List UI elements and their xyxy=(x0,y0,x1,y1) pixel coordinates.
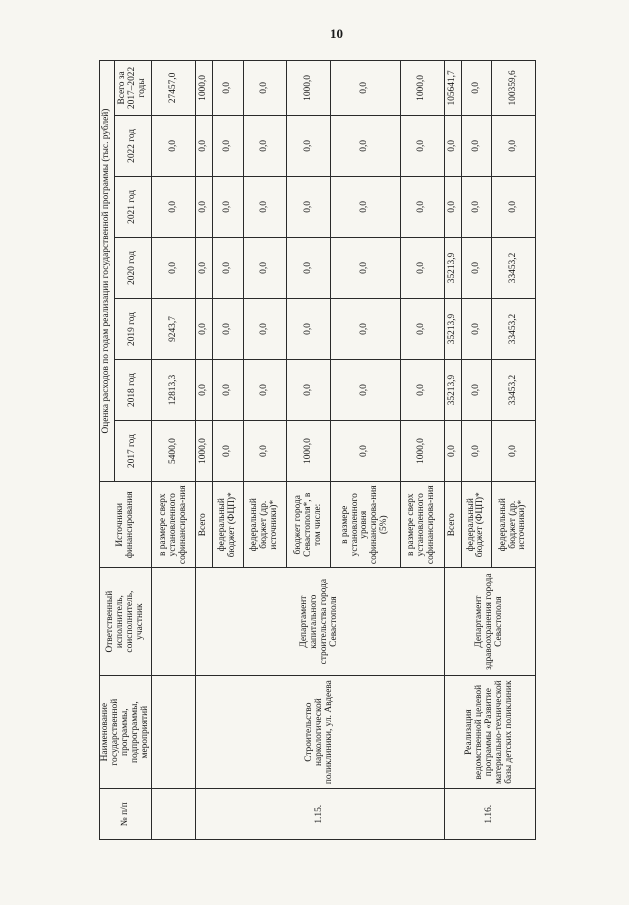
source-cell: Всего xyxy=(444,482,461,568)
value-cell: 0,0 xyxy=(243,360,287,421)
value-cell: 0,0 xyxy=(287,360,331,421)
item-number: 1.15. xyxy=(196,789,445,840)
rotated-table-container xyxy=(99,60,529,840)
source-cell: федеральный бюджет (ФЦП)* xyxy=(213,482,243,568)
header-year-total: Всего за 2017–2022 годы xyxy=(114,61,152,116)
value-cell: 0,0 xyxy=(492,115,536,176)
header-year: 2018 год xyxy=(114,360,152,421)
value-cell-total: 1000,0 xyxy=(400,61,444,116)
value-cell: 9243,7 xyxy=(152,298,196,359)
value-cell: 0,0 xyxy=(196,176,213,237)
value-cell: 0,0 xyxy=(243,237,287,298)
value-cell: 0,0 xyxy=(492,421,536,482)
header-year: 2022 год xyxy=(114,115,152,176)
cell-empty xyxy=(152,789,196,840)
header-number: № п/п xyxy=(100,789,152,840)
value-cell: 1000,0 xyxy=(400,421,444,482)
value-cell: 35213,9 xyxy=(444,298,461,359)
value-cell: 0,0 xyxy=(213,237,243,298)
value-cell: 0,0 xyxy=(400,298,444,359)
cell-empty xyxy=(152,675,196,789)
value-cell: 35213,9 xyxy=(444,237,461,298)
value-cell: 0,0 xyxy=(492,176,536,237)
value-cell: 0,0 xyxy=(287,237,331,298)
header-row-top xyxy=(100,61,115,840)
source-cell: Всего xyxy=(196,482,213,568)
value-cell: 33453,2 xyxy=(492,298,536,359)
source-cell: в размере установленного уровня софинансирова-ния (5%) xyxy=(330,482,400,568)
value-cell: 0,0 xyxy=(330,115,400,176)
value-cell: 0,0 xyxy=(213,421,243,482)
value-cell-total: 27457,0 xyxy=(152,61,196,116)
header-year: 2020 год xyxy=(114,237,152,298)
source-cell: федеральный бюджет (др. источники)* xyxy=(243,482,287,568)
value-cell: 0,0 xyxy=(287,115,331,176)
item-number: 1.16. xyxy=(444,789,535,840)
value-cell: 0,0 xyxy=(461,421,491,482)
value-cell: 1000,0 xyxy=(287,421,331,482)
value-cell: 0,0 xyxy=(196,298,213,359)
value-cell: 0,0 xyxy=(444,176,461,237)
value-cell-total: 0,0 xyxy=(243,61,287,116)
header-year: 2019 год xyxy=(114,298,152,359)
source-cell: федеральный бюджет (ФЦП)* xyxy=(461,482,491,568)
header-responsible: Ответственный исполнитель, соисполнитель, участник xyxy=(100,568,152,675)
value-cell: 0,0 xyxy=(400,115,444,176)
value-cell: 0,0 xyxy=(243,298,287,359)
value-cell: 0,0 xyxy=(461,360,491,421)
value-cell: 0,0 xyxy=(400,237,444,298)
table-row xyxy=(444,61,461,840)
value-cell: 0,0 xyxy=(196,360,213,421)
source-cell: в размере сверх установленного софинансирова-ния xyxy=(400,482,444,568)
value-cell: 0,0 xyxy=(287,298,331,359)
value-cell-total: 1000,0 xyxy=(196,61,213,116)
value-cell: 0,0 xyxy=(213,298,243,359)
value-cell: 0,0 xyxy=(213,360,243,421)
item-name: Реализация ведомственной целевой программы «Развитие материально-технической базы детских поликлиник xyxy=(444,675,535,789)
value-cell-total: 0,0 xyxy=(461,61,491,116)
header-year: 2017 год xyxy=(114,421,152,482)
value-cell: 0,0 xyxy=(213,115,243,176)
value-cell: 12813,3 xyxy=(152,360,196,421)
value-cell: 0,0 xyxy=(444,421,461,482)
value-cell: 5400,0 xyxy=(152,421,196,482)
value-cell: 0,0 xyxy=(196,115,213,176)
header-estimate: Оценка расходов по годам реализации государственной программы (тыс. рублей) xyxy=(100,61,115,482)
value-cell: 33453,2 xyxy=(492,237,536,298)
value-cell: 0,0 xyxy=(243,115,287,176)
value-cell-total: 100359,6 xyxy=(492,61,536,116)
budget-table xyxy=(99,60,536,840)
value-cell-total: 105641,7 xyxy=(444,61,461,116)
value-cell: 0,0 xyxy=(400,176,444,237)
item-responsible: Департамент здравоохранения города Севастополя xyxy=(444,568,535,675)
table-row xyxy=(152,61,196,840)
value-cell: 0,0 xyxy=(213,176,243,237)
value-cell: 0,0 xyxy=(461,237,491,298)
value-cell-total: 0,0 xyxy=(213,61,243,116)
value-cell: 0,0 xyxy=(243,421,287,482)
value-cell-total: 0,0 xyxy=(330,61,400,116)
value-cell: 0,0 xyxy=(400,360,444,421)
value-cell: 0,0 xyxy=(287,176,331,237)
value-cell: 0,0 xyxy=(196,237,213,298)
value-cell: 0,0 xyxy=(330,360,400,421)
item-responsible: Департамент капитального строительства города Севастополя xyxy=(196,568,445,675)
value-cell: 0,0 xyxy=(330,421,400,482)
header-source: Источники финансирования xyxy=(100,482,152,568)
source-cell: в размере сверх установленного софинансирова-ния xyxy=(152,482,196,568)
source-cell: федеральный бюджет (др. источники)* xyxy=(492,482,536,568)
page-number: 10 xyxy=(330,26,343,41)
value-cell: 0,0 xyxy=(444,115,461,176)
value-cell: 0,0 xyxy=(461,176,491,237)
header-name: Наименование государственной программы, подпрограммы, мероприятий xyxy=(100,675,152,789)
value-cell: 1000,0 xyxy=(196,421,213,482)
value-cell: 0,0 xyxy=(152,115,196,176)
value-cell: 0,0 xyxy=(330,237,400,298)
cell-empty xyxy=(152,568,196,675)
value-cell: 0,0 xyxy=(243,176,287,237)
header-year: 2021 год xyxy=(114,176,152,237)
value-cell: 0,0 xyxy=(152,237,196,298)
value-cell: 0,0 xyxy=(330,298,400,359)
table-row xyxy=(196,61,213,840)
value-cell: 0,0 xyxy=(330,176,400,237)
value-cell: 0,0 xyxy=(152,176,196,237)
value-cell: 35213,9 xyxy=(444,360,461,421)
source-cell: бюджет города Севастополя*, в том числе: xyxy=(287,482,331,568)
value-cell: 33453,2 xyxy=(492,360,536,421)
item-name: Строительство наркологической поликлиники, ул. Авдеева xyxy=(196,675,445,789)
value-cell: 0,0 xyxy=(461,115,491,176)
value-cell-total: 1000,0 xyxy=(287,61,331,116)
value-cell: 0,0 xyxy=(461,298,491,359)
